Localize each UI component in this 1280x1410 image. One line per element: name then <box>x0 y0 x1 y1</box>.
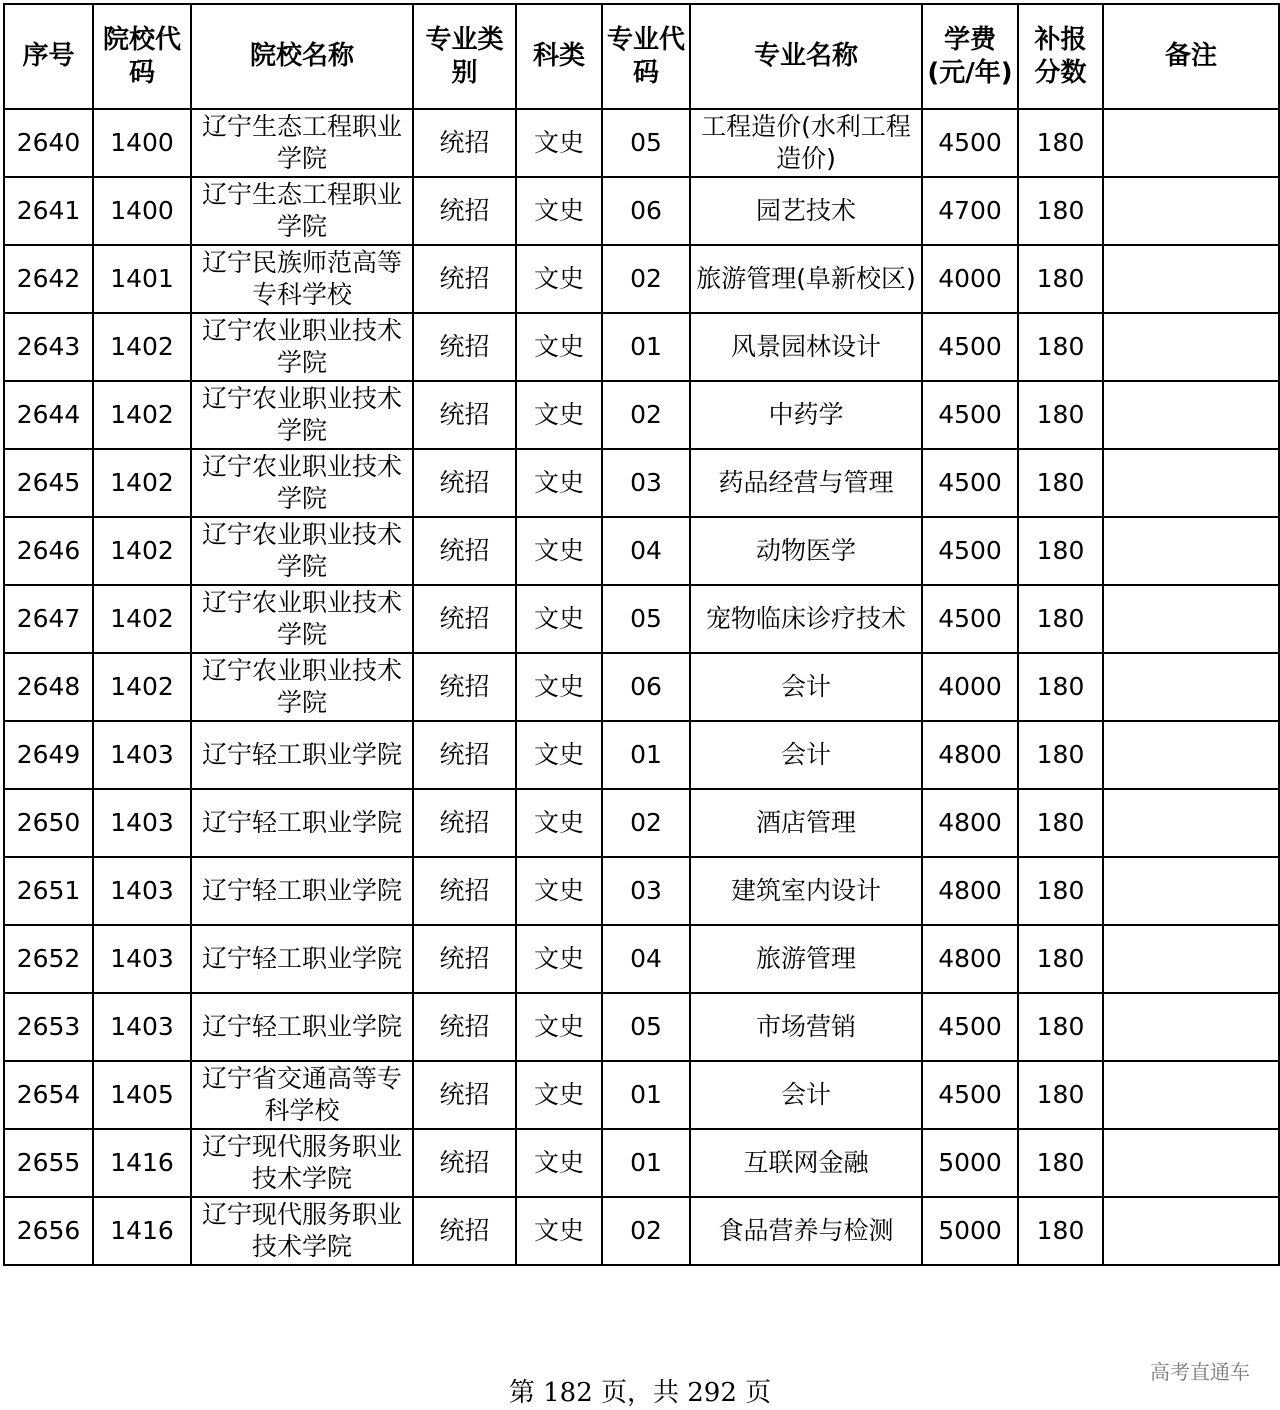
table-row <box>4 789 1279 857</box>
cell-supplement-score: 180 <box>1018 109 1103 177</box>
cell-supplement-score: 180 <box>1018 789 1103 857</box>
cell-tuition: 5000 <box>922 1197 1018 1265</box>
table-body <box>4 109 1279 1265</box>
cell-major-category: 统招 <box>413 517 516 585</box>
cell-seq: 2648 <box>4 653 93 721</box>
cell-major-category: 统招 <box>413 381 516 449</box>
cell-school-code: 1416 <box>93 1129 191 1197</box>
cell-major-name: 建筑室内设计 <box>690 857 922 925</box>
table-row <box>4 653 1279 721</box>
cell-remarks <box>1103 177 1279 245</box>
cell-school-code: 1403 <box>93 925 191 993</box>
cell-school-code: 1402 <box>93 449 191 517</box>
cell-school-name: 辽宁农业职业技术学院 <box>191 517 413 585</box>
cell-tuition: 4500 <box>922 381 1018 449</box>
cell-subject-type: 文史 <box>516 653 602 721</box>
header-major-category: 专业类别 <box>413 4 516 109</box>
cell-subject-type: 文史 <box>516 109 602 177</box>
cell-tuition: 4500 <box>922 993 1018 1061</box>
cell-seq: 2653 <box>4 993 93 1061</box>
cell-subject-type: 文史 <box>516 925 602 993</box>
cell-school-name: 辽宁农业职业技术学院 <box>191 585 413 653</box>
cell-major-code: 05 <box>602 109 690 177</box>
cell-supplement-score: 180 <box>1018 313 1103 381</box>
cell-tuition: 4000 <box>922 245 1018 313</box>
cell-tuition: 4500 <box>922 313 1018 381</box>
cell-subject-type: 文史 <box>516 517 602 585</box>
cell-major-name: 旅游管理(阜新校区) <box>690 245 922 313</box>
cell-major-code: 01 <box>602 721 690 789</box>
cell-school-name: 辽宁生态工程职业学院 <box>191 177 413 245</box>
cell-seq: 2643 <box>4 313 93 381</box>
header-school-code: 院校代码 <box>93 4 191 109</box>
cell-school-code: 1416 <box>93 1197 191 1265</box>
table-row <box>4 313 1279 381</box>
cell-school-code: 1403 <box>93 721 191 789</box>
header-tuition: 学费(元/年) <box>922 4 1018 109</box>
cell-school-code: 1402 <box>93 313 191 381</box>
cell-seq: 2651 <box>4 857 93 925</box>
cell-major-code: 06 <box>602 177 690 245</box>
cell-school-name: 辽宁农业职业技术学院 <box>191 449 413 517</box>
cell-major-category: 统招 <box>413 1197 516 1265</box>
cell-supplement-score: 180 <box>1018 449 1103 517</box>
header-major-name: 专业名称 <box>690 4 922 109</box>
cell-supplement-score: 180 <box>1018 381 1103 449</box>
cell-tuition: 4500 <box>922 109 1018 177</box>
cell-seq: 2650 <box>4 789 93 857</box>
table-row <box>4 1129 1279 1197</box>
cell-remarks <box>1103 585 1279 653</box>
table-row <box>4 1061 1279 1129</box>
cell-major-code: 01 <box>602 1061 690 1129</box>
cell-seq: 2656 <box>4 1197 93 1265</box>
cell-major-category: 统招 <box>413 721 516 789</box>
cell-school-code: 1405 <box>93 1061 191 1129</box>
cell-remarks <box>1103 517 1279 585</box>
cell-seq: 2647 <box>4 585 93 653</box>
cell-remarks <box>1103 1061 1279 1129</box>
cell-school-code: 1400 <box>93 177 191 245</box>
cell-school-name: 辽宁农业职业技术学院 <box>191 313 413 381</box>
cell-school-code: 1402 <box>93 653 191 721</box>
table-row <box>4 993 1279 1061</box>
cell-remarks <box>1103 449 1279 517</box>
cell-major-name: 食品营养与检测 <box>690 1197 922 1265</box>
cell-supplement-score: 180 <box>1018 245 1103 313</box>
cell-major-code: 03 <box>602 449 690 517</box>
header-school-name: 院校名称 <box>191 4 413 109</box>
cell-major-name: 互联网金融 <box>690 1129 922 1197</box>
cell-major-category: 统招 <box>413 653 516 721</box>
cell-school-name: 辽宁现代服务职业技术学院 <box>191 1129 413 1197</box>
table-row <box>4 177 1279 245</box>
cell-major-category: 统招 <box>413 585 516 653</box>
cell-major-name: 会计 <box>690 1061 922 1129</box>
cell-subject-type: 文史 <box>516 1129 602 1197</box>
cell-major-category: 统招 <box>413 449 516 517</box>
cell-major-code: 02 <box>602 381 690 449</box>
cell-major-name: 风景园林设计 <box>690 313 922 381</box>
cell-tuition: 4000 <box>922 653 1018 721</box>
cell-supplement-score: 180 <box>1018 585 1103 653</box>
cell-subject-type: 文史 <box>516 721 602 789</box>
table-row <box>4 925 1279 993</box>
cell-supplement-score: 180 <box>1018 857 1103 925</box>
cell-major-name: 中药学 <box>690 381 922 449</box>
cell-seq: 2655 <box>4 1129 93 1197</box>
cell-remarks <box>1103 789 1279 857</box>
cell-seq: 2649 <box>4 721 93 789</box>
cell-school-code: 1402 <box>93 381 191 449</box>
cell-major-category: 统招 <box>413 925 516 993</box>
table-row <box>4 109 1279 177</box>
cell-supplement-score: 180 <box>1018 517 1103 585</box>
cell-major-name: 工程造价(水利工程造价) <box>690 109 922 177</box>
cell-major-category: 统招 <box>413 177 516 245</box>
cell-school-name: 辽宁轻工职业学院 <box>191 721 413 789</box>
cell-remarks <box>1103 313 1279 381</box>
cell-major-code: 05 <box>602 993 690 1061</box>
cell-school-code: 1403 <box>93 857 191 925</box>
cell-supplement-score: 180 <box>1018 1061 1103 1129</box>
cell-seq: 2644 <box>4 381 93 449</box>
cell-tuition: 4800 <box>922 925 1018 993</box>
cell-major-code: 05 <box>602 585 690 653</box>
cell-tuition: 4700 <box>922 177 1018 245</box>
cell-remarks <box>1103 993 1279 1061</box>
cell-tuition: 4500 <box>922 1061 1018 1129</box>
cell-major-name: 会计 <box>690 653 922 721</box>
header-supplement-score: 补报分数 <box>1018 4 1103 109</box>
cell-supplement-score: 180 <box>1018 1197 1103 1265</box>
header-major-code: 专业代码 <box>602 4 690 109</box>
cell-subject-type: 文史 <box>516 993 602 1061</box>
cell-subject-type: 文史 <box>516 1197 602 1265</box>
cell-subject-type: 文史 <box>516 177 602 245</box>
cell-tuition: 4800 <box>922 789 1018 857</box>
cell-major-category: 统招 <box>413 245 516 313</box>
cell-remarks <box>1103 721 1279 789</box>
cell-seq: 2645 <box>4 449 93 517</box>
cell-subject-type: 文史 <box>516 449 602 517</box>
cell-school-name: 辽宁轻工职业学院 <box>191 925 413 993</box>
cell-major-code: 06 <box>602 653 690 721</box>
cell-school-name: 辽宁民族师范高等专科学校 <box>191 245 413 313</box>
cell-remarks <box>1103 1129 1279 1197</box>
cell-major-code: 02 <box>602 789 690 857</box>
cell-remarks <box>1103 245 1279 313</box>
table-row <box>4 449 1279 517</box>
cell-remarks <box>1103 381 1279 449</box>
cell-school-name: 辽宁现代服务职业技术学院 <box>191 1197 413 1265</box>
cell-remarks <box>1103 1197 1279 1265</box>
cell-school-code: 1401 <box>93 245 191 313</box>
table-row <box>4 585 1279 653</box>
watermark-text: 高考直通车 <box>1150 1360 1250 1384</box>
cell-supplement-score: 180 <box>1018 721 1103 789</box>
cell-tuition: 4800 <box>922 721 1018 789</box>
table-header-row <box>4 4 1279 109</box>
cell-supplement-score: 180 <box>1018 993 1103 1061</box>
cell-major-code: 03 <box>602 857 690 925</box>
cell-remarks <box>1103 857 1279 925</box>
cell-major-category: 统招 <box>413 1129 516 1197</box>
cell-school-code: 1402 <box>93 585 191 653</box>
cell-tuition: 4500 <box>922 585 1018 653</box>
cell-subject-type: 文史 <box>516 789 602 857</box>
admissions-table <box>3 3 1280 1266</box>
cell-school-name: 辽宁轻工职业学院 <box>191 857 413 925</box>
cell-school-code: 1400 <box>93 109 191 177</box>
cell-remarks <box>1103 653 1279 721</box>
header-remarks: 备注 <box>1103 4 1279 109</box>
cell-school-code: 1402 <box>93 517 191 585</box>
cell-subject-type: 文史 <box>516 585 602 653</box>
cell-school-name: 辽宁轻工职业学院 <box>191 789 413 857</box>
cell-major-name: 酒店管理 <box>690 789 922 857</box>
cell-tuition: 4500 <box>922 517 1018 585</box>
cell-major-category: 统招 <box>413 789 516 857</box>
cell-major-name: 会计 <box>690 721 922 789</box>
cell-major-name: 市场营销 <box>690 993 922 1061</box>
cell-major-code: 01 <box>602 313 690 381</box>
cell-subject-type: 文史 <box>516 381 602 449</box>
header-subject-type: 科类 <box>516 4 602 109</box>
cell-major-category: 统招 <box>413 1061 516 1129</box>
table-row <box>4 857 1279 925</box>
cell-subject-type: 文史 <box>516 245 602 313</box>
cell-major-code: 04 <box>602 517 690 585</box>
cell-major-category: 统招 <box>413 109 516 177</box>
cell-major-name: 动物医学 <box>690 517 922 585</box>
cell-major-name: 药品经营与管理 <box>690 449 922 517</box>
cell-major-category: 统招 <box>413 313 516 381</box>
cell-school-name: 辽宁生态工程职业学院 <box>191 109 413 177</box>
cell-seq: 2640 <box>4 109 93 177</box>
cell-remarks <box>1103 109 1279 177</box>
header-seq: 序号 <box>4 4 93 109</box>
cell-major-name: 园艺技术 <box>690 177 922 245</box>
cell-school-name: 辽宁农业职业技术学院 <box>191 381 413 449</box>
cell-subject-type: 文史 <box>516 313 602 381</box>
cell-supplement-score: 180 <box>1018 177 1103 245</box>
cell-tuition: 4500 <box>922 449 1018 517</box>
cell-major-category: 统招 <box>413 857 516 925</box>
table-row <box>4 245 1279 313</box>
cell-major-name: 宠物临床诊疗技术 <box>690 585 922 653</box>
cell-school-name: 辽宁省交通高等专科学校 <box>191 1061 413 1129</box>
cell-seq: 2652 <box>4 925 93 993</box>
table-row <box>4 517 1279 585</box>
cell-seq: 2646 <box>4 517 93 585</box>
cell-tuition: 5000 <box>922 1129 1018 1197</box>
cell-major-code: 04 <box>602 925 690 993</box>
cell-major-category: 统招 <box>413 993 516 1061</box>
page-number: 第 182 页，共 292 页 <box>508 1378 772 1408</box>
table-row <box>4 721 1279 789</box>
cell-subject-type: 文史 <box>516 857 602 925</box>
cell-supplement-score: 180 <box>1018 925 1103 993</box>
cell-school-name: 辽宁轻工职业学院 <box>191 993 413 1061</box>
cell-remarks <box>1103 925 1279 993</box>
cell-major-code: 02 <box>602 1197 690 1265</box>
table-row <box>4 381 1279 449</box>
cell-seq: 2654 <box>4 1061 93 1129</box>
cell-major-code: 01 <box>602 1129 690 1197</box>
cell-subject-type: 文史 <box>516 1061 602 1129</box>
cell-supplement-score: 180 <box>1018 653 1103 721</box>
cell-major-code: 02 <box>602 245 690 313</box>
cell-major-name: 旅游管理 <box>690 925 922 993</box>
cell-school-code: 1403 <box>93 993 191 1061</box>
cell-seq: 2641 <box>4 177 93 245</box>
cell-school-code: 1403 <box>93 789 191 857</box>
cell-supplement-score: 180 <box>1018 1129 1103 1197</box>
cell-seq: 2642 <box>4 245 93 313</box>
table-row <box>4 1197 1279 1265</box>
cell-school-name: 辽宁农业职业技术学院 <box>191 653 413 721</box>
cell-tuition: 4800 <box>922 857 1018 925</box>
